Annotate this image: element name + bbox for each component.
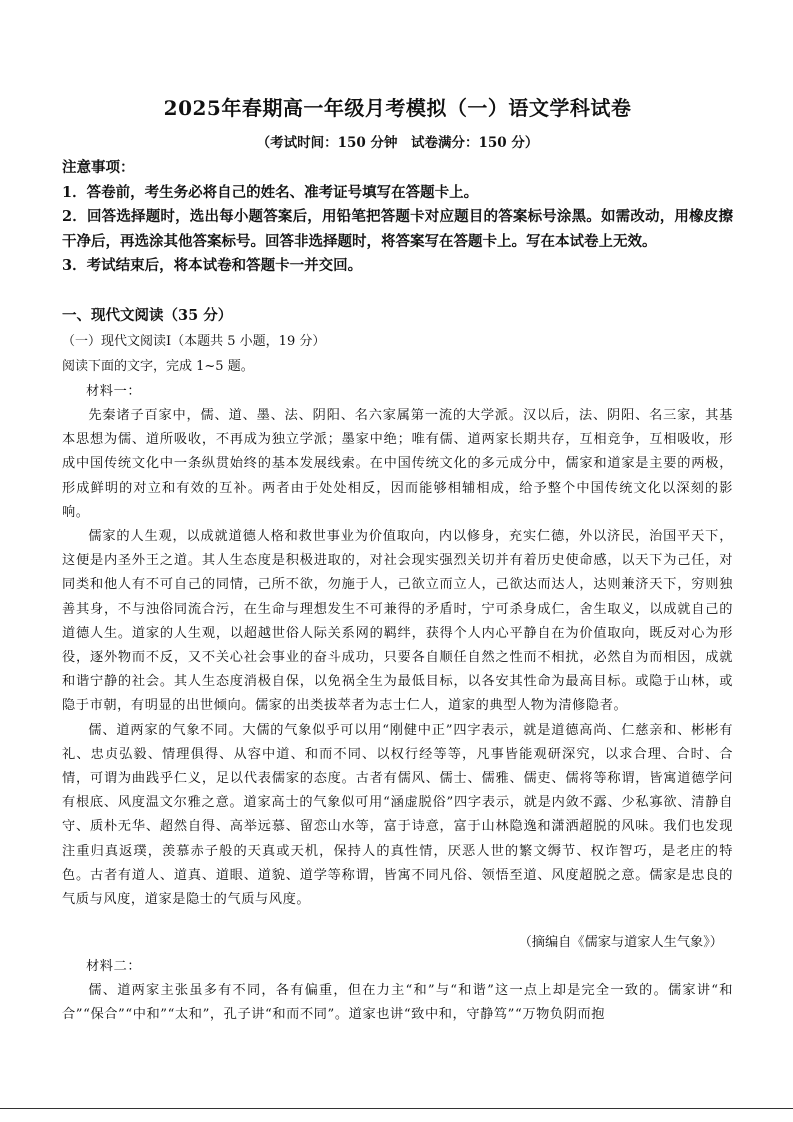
material-1-source: （摘编自《儒家与道家人生气象》） <box>518 935 723 950</box>
exam-notes <box>62 156 733 279</box>
material-1-paragraph: 先秦诸子百家中，儒、道、墨、法、阴阳、名六家属第一流的大学派。汉以后，法、阴阳、名三家，其基本思想为儒、道所吸收，不再成为独立学派；墨家中绝；唯有儒、道两家长期共存，互相竞争，互相吸收，形成中国传统文化中一条纵贯始终的基本发展线索。在中国传统文化的多元成分中，儒家和道家是主要的两极，形成鲜明的对立和有效的互补。两者由于处处相反，因而能够相辅相成，给予整个中国传统文化以深刻的影响。 <box>62 408 733 520</box>
section-subtitle: （一）现代文阅读Ⅰ（本题共 5 小题，19 分） <box>62 334 326 349</box>
notes-item-2: 2．回答选择题时，选出每小题答案后，用铅笔把答题卡对应题目的答案标号涂黑。如需改动，用橡皮擦干净后，再选涂其他答案标号。回答非选择题时，将答案写在答题卡上。写在本试卷上无效。 <box>62 208 733 250</box>
notes-item-3: 3．考试结束后，将本试卷和答题卡一并交回。 <box>62 257 363 274</box>
notes-item-1: 1．答卷前，考生务必将自己的姓名、准考证号填写在答题卡上。 <box>62 183 479 201</box>
exam-title: 2025年春期高一年级月考模拟（一）语文学科试卷 <box>163 96 632 120</box>
page-bottom-rule <box>0 1108 793 1109</box>
material-1-body <box>62 404 733 912</box>
section-title: 一、现代文阅读（35 分） <box>62 307 233 324</box>
material-2-body <box>62 979 733 1027</box>
material-1-paragraph: 儒家的人生观，以成就道德人格和救世事业为价值取向，内以修身，充实仁德，外以济民，治国平天下，这便是内圣外王之道。其人生态度是积极进取的，对社会现实强烈关切并有着历史使命感，以天下为己任，对同类和他人有不可自己的同情，己所不欲，勿施于人，己欲立而立人，己欲达而达人，达则兼济天下，穷则独善其身，不与浊俗同流合污，在生命与理想发生不可兼得的矛盾时，宁可杀身成仁，舍生取义，以成就自己的道德人生。道家的人生观，以超越世俗人际关系网的羁绊，获得个人内心平静自在为价值取向，既反对心为形役，逐外物而不反，又不关心社会事业的奋斗成功，只要各自顺任自然之性而不相扰，必然自为而相因，成就和谐宁静的社会。其人生态度消极自保，以免祸全生为最低目标，以各安其性命为最高目标。或隐于山林，或隐于市朝，有明显的出世倾向。儒家的出类拔萃者为志士仁人，道家的典型人物为清修隐者。 <box>62 529 733 714</box>
material-2-paragraph: 儒、道两家主张虽多有不同，各有偏重，但在力主“和”与“和谐”这一点上却是完全一致的。儒家讲“和合”“保合”“中和”“太和”，孔子讲“和而不同”。道家也讲“致中和，守静笃”“万物负阴而抱 <box>62 983 733 1023</box>
notes-heading: 注意事项： <box>62 159 135 176</box>
material-1-paragraph: 儒、道两家的气象不同。大儒的气象似乎可以用“刚健中正”四字表示，就是道德高尚、仁慈亲和、彬彬有礼、忠贞弘毅、情理俱得、从容中道、和而不同、以权行经等等，凡事皆能观研深究，以求合理、合时、合情，可谓为曲践乎仁义，足以代表儒家的态度。古者有儒风、儒士、儒雅、儒吏、儒将等称谓，皆寓道德学问有根底、风度温文尔雅之意。道家高士的气象似可用“涵虚脱俗”四字表示，就是内敛不露、少私寡欲、清静自守、质朴无华、超然自得、高举远慕、留恋山水等，富于诗意，富于山林隐逸和潇洒超脱的风味。我们也发现注重归真返璞，羡慕赤子般的天真或天机，保持人的真性情，厌恶人世的繁文缛节、权诈智巧，是老庄的特色。古者有道人、道真、道眼、道貌、道学等称谓，皆寓不同凡俗、领悟至道、风度超脱之意。儒家是忠良的气质与风度，道家是隐士的气质与风度。 <box>62 722 733 908</box>
section-instruction: 阅读下面的文字，完成 1~5 题。 <box>62 359 254 374</box>
material-1-label: 材料一： <box>86 384 142 399</box>
exam-subtitle: （考试时间：150 分钟 试卷满分：150 分） <box>256 135 539 151</box>
material-2-label: 材料二： <box>86 959 142 974</box>
